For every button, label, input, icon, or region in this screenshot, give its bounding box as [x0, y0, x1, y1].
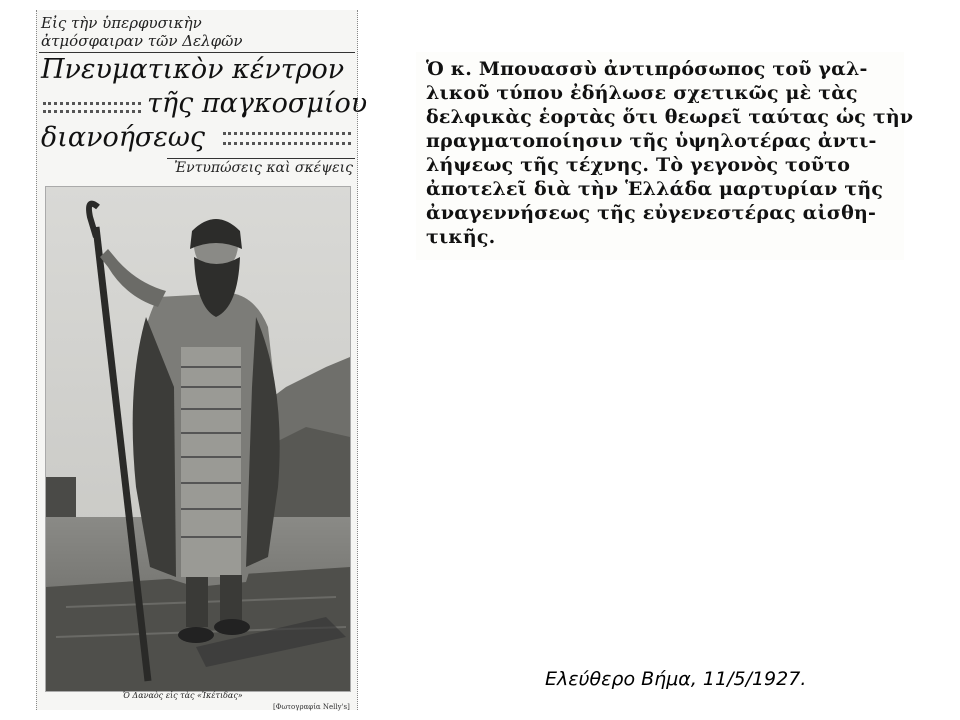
danaos-photo: [45, 186, 351, 692]
excerpt-line: πραγματοποίησιν τῆς ὑψηλοτέρας ἀντι-: [426, 130, 877, 152]
newspaper-clipping: [36, 10, 368, 711]
excerpt-line: Ὁ κ. Μπουασσὺ ἀντιπρόσωπος τοῦ γαλ-: [426, 58, 868, 80]
photo-credit: [Φωτογραφία Nelly's]: [273, 703, 350, 711]
excerpt-line: ἀναγεννήσεως τῆς εὐγενεστέρας αἰσθη-: [426, 202, 877, 224]
excerpt-line: λικοῦ τύπου ἐδήλωσε σχετικῶς μὲ τὰς: [426, 82, 858, 104]
photo-illustration: [46, 187, 350, 691]
dotted-rule-4: [223, 142, 351, 145]
photo-caption: Ὁ Δαναὸς εἰς τὰς «Ἱκέτιδας»: [123, 691, 243, 700]
title-line-3: διανοήσεως: [41, 122, 205, 153]
title-line-1: Πνευματικὸν κέντρον: [41, 54, 345, 85]
subtitle-rule: [167, 158, 355, 159]
heading-line-2: ἀτμόσφαιραν τῶν Δελφῶν: [41, 32, 243, 50]
article-excerpt: [416, 52, 914, 260]
dotted-rule-2: [43, 110, 141, 113]
excerpt-line: τικῆς.: [426, 226, 496, 248]
excerpt-line: λήψεως τῆς τέχνης. Τὸ γεγονὸς τοῦτο: [426, 154, 851, 176]
dotted-rule-1: [43, 102, 141, 105]
subtitle: Ἐντυπώσεις καὶ σκέψεις: [174, 160, 353, 176]
dotted-rule-3: [223, 132, 351, 135]
heading-rule: [39, 52, 355, 53]
excerpt-line: ἀποτελεῖ διὰ τὴν Ἑλλάδα μαρτυρίαν τῆς: [426, 178, 884, 200]
excerpt-line: δελφικὰς ἑορτὰς ὅτι θεωρεῖ ταύτας ὡς τὴν: [426, 106, 914, 128]
title-line-2: τῆς παγκοσμίου: [147, 88, 368, 119]
heading-line-1: Εἰς τὴν ὑπερφυσικὴν: [41, 14, 202, 32]
source-citation: Ελεύθερο Βήμα, 11/5/1927.: [545, 668, 807, 690]
